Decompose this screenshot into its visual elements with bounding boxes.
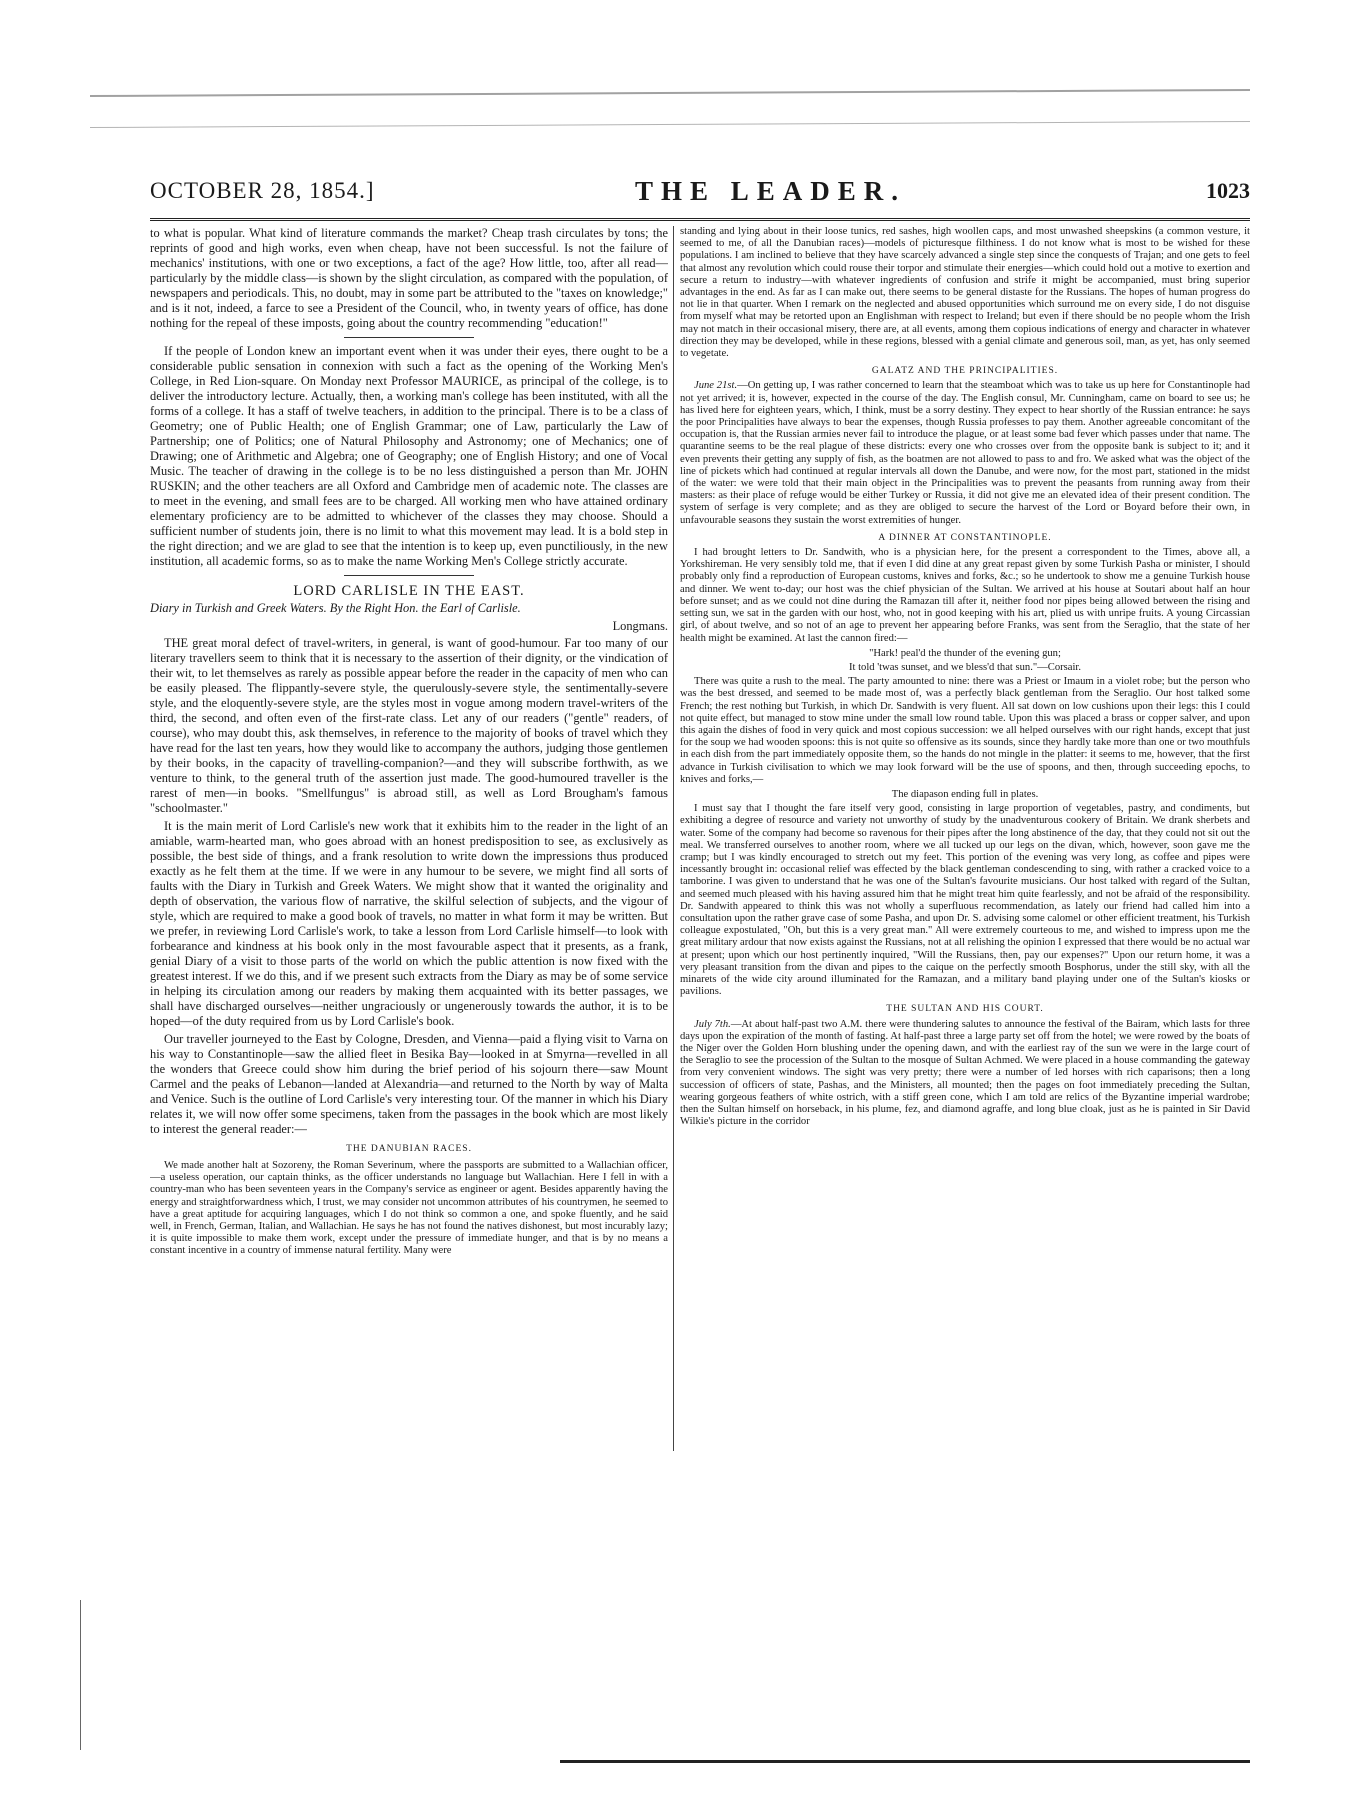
- verse-line: It told 'twas sunset, and we bless'd that sun."—Corsair.: [848, 661, 1082, 673]
- extract-paragraph: I must say that I thought the fare itself very good, consisting in large proportion of vegetables, pastry, and condiments, but exhibiting a degree of resource and variety not unworthy of study by the unadventurous cookery of Britain. We drank sherbets and water. Some of the company had become so ravenous for their pipes after the long abstinence of the day, that they could not sit out the meal. We transferred ourselves to another room, where we all tucked up our legs on the divan, which, however, soon gave me the cramp; but I was kindly encouraged to stretch out my feet. This portion of the evening was very long, as coffee and pipes were incessantly brought in: occasional relief was effected by the black gentleman condescending to sing, with rather a cracked voice to a tamborine. I was given to understand that he was one of the Sultan's favourite musicians. Our host talked with regard of the Sultan, and seemed much pleased with his having assured him that he might treat him quite fearlessly, and not be afraid of the responsibility. Dr. Sandwith appeared to think this was not wholly a superfluous recommendation, as lately our friend had called him into a consultation upon the rather grave case of some Pasha, and upon Dr. S. advising some calomel or other efficient treatment, his Turkish colleague expostulated, "Oh, but this is a very great man." All were extremely courteous to me, and wished to impress upon me the great military ardour that now exists against the Russians, not at all relishing the opinion I expressed that there would be no actual war at present; upon which our host pertinently inquired, "Will the Russians, then, pay our expenses?" Upon our return home, it was a very pleasant transition from the divan and pipes to the caique on the perfectly smooth Bosphorus, under the still sky, with all the minarets of the wide city around illuminated for the Ramazan, and a military band playing under one of the Sultan's kiosks or pavilions.: [680, 803, 1250, 998]
- section-heading: THE SULTAN AND HIS COURT.: [886, 1004, 1044, 1015]
- review-publisher: Longmans.: [612, 619, 668, 633]
- entry-text: —On getting up, I was rather concerned to learn that the steamboat which was to take us up here for Constantinople had not yet arrived; it is, however, expected in the course of the day. The English consul, Mr. Cunningham, came on board to see us; he has lived here for eighteen years, which, I think, must be a sorry destiny. They expect to hear shortly of the Russian entrance: he says the poor Principalities have always to bear the expenses, though Russia professes to pay them. Another agreeable concomitant of the occupation is, that the Russian armies never fail to introduce the plague, or at least some bad fever which passes under that name. The quarantine seems to be the real plague of these districts: every one who crosses over from the opposite bank is subject to it; and it even prevents their getting any supply of fish, as the boatmen are not allowed to pass to and fro. We asked what was the object of the line of pickets which had continued at regular intervals all down the Danube, and were now, for the most part, stationed in the midst of the water: we were told that their main object in the Principalities was to prevent the peasants from running away from their masters: as their place of refuge would be either Turkey or Russia, it did not give me an elevated idea of their present condition. The system of serfage is very complete; and as they are obliged to secure the harvest of the Lord or Boyard before their own, in unfavourable seasons they sustain the worst extremities of hunger.: [680, 380, 1250, 526]
- section-divider: [344, 337, 474, 338]
- page-number: 1023: [1206, 178, 1250, 203]
- column-divider: [673, 226, 674, 1451]
- extract-paragraph: [680, 380, 1250, 526]
- section-heading: A DINNER AT CONSTANTINOPLE.: [878, 532, 1052, 543]
- masthead-rule: [150, 218, 1250, 221]
- masthead: [150, 178, 1250, 218]
- review-title: LORD CARLISLE IN THE EAST.: [293, 583, 525, 599]
- left-column: [150, 226, 668, 1456]
- verse-line: "Hark! peal'd the thunder of the evening gun;: [869, 647, 1061, 659]
- right-column: [680, 226, 1250, 1456]
- extract-paragraph: There was quite a rush to the meal. The party amounted to nine: there was a Priest or Imaum in a violet robe; but the person who was the best dressed, and seemed to be made most of, was a perfectly black gentleman from the Seraglio. Our host talked some French; the rest nothing but Turkish, in which Dr. Sandwith is very fluent. All sat down on low cushions upon their legs: this I could not quite effect, but managed to stow mine under the small low round table. Upon this was placed a brass or copper salver, and upon this again the dishes of food in very quick and most copious succession: we all helped ourselves with our right hands, except that just for the soup we had wooden spoons: this is not quite so offensive as its sounds, since they hardly take more than one or two mouthfuls in each dish from the part immediately opposite them, so the hands do not mingle in the platter: it seems to me, however, that the first advance in Turkish civilisation to which we may look forward will be the use of spoons, and then, through succeeding epochs, to knives and forks,—: [680, 676, 1250, 785]
- newspaper-title: THE LEADER.: [635, 176, 907, 206]
- footer-rule: [560, 1760, 1250, 1763]
- paragraph: THE great moral defect of travel-writers, in general, is want of good-humour. Far too many of our literary travellers seem to think that it is necessary to the assertion of their dignity, or the vindication of their wit, to let themselves as rarely as possible appear before the reader in the capacity of men who can be easily pleased. The flippantly-severe style, the querulously-severe style, the sentimentally-severe style, and the eloquently-severe style, are the styles most in vogue among modern travel-writers of the third, the second, and often even of the first-rate class. Let any of our readers ("gentle" readers, of course), who may doubt this, ask themselves, in reference to the majority of books of travel which they have read for the last ten years, how they would like to accompany the authors, judging those gentlemen by their books, in the capacity of travelling-companion?—and they will subscribe forthwith, as we venture to think, to the general truth of the assertion just made. The good-humoured traveller is the rarest of men—in books. "Smellfungus" is abroad still, as well as Lord Brougham's famous "schoolmaster.": [150, 636, 668, 815]
- entry-date: June 21st.: [694, 380, 738, 392]
- margin-mark: [80, 1600, 81, 1750]
- header-scratch-mark: [90, 89, 1250, 128]
- paragraph: It is the main merit of Lord Carlisle's new work that it exhibits him to the reader in the light of an amiable, warm-hearted man, who goes abroad with an honest predisposition to see, as exclusively as possible, the best side of things, and a frank resolution to write down the impressions thus produced exactly as he felt them at the time. If we were in any humour to be severe, we might find all sorts of faults with the Diary in Turkish and Greek Waters. We might show that it wanted the originality and depth of observation, the various flow of narrative, the skilful selection of subjects, and the vigour of style, which are required to make a good book of travels, no matter in what form it may be written. But we prefer, in reviewing Lord Carlisle's work, to take a lesson from Lord Carlisle himself—to look with forbearance and kindness at his book only in the most favourable aspect that it presents, as a frank, genial Diary of a visit to those parts of the world on which the public attention is now fixed with the greatest interest. If we do this, and if we present such extracts from the Diary as may be of some service in helping its circulation among our readers by making them acquainted with its better passages, we shall have discharged ourselves—neither ungraciously or ungenerously towards the author, it is to be hoped—of the duty required from us by Lord Carlisle's book.: [150, 819, 668, 1028]
- extract-paragraph: standing and lying about in their loose tunics, red sashes, high woollen caps, and most unwashed sheepskins (a common vesture, it seemed to me, of all the Danubian races)—models of picturesque filthiness. I do not know what is most to be wished for these populations. I am inclined to believe that they have scarcely advanced a single step since the conquests of Trajan; and one gets to feel that almost any revolution which could rouse their torpor and stimulate their energies—which could hold out a motive to exertion and secure a return to industry—with whatever ingredients of confusion and strife it might be accompanied, must bring superior advantages in the end. As far as I can make out, there seems to be general distaste for the Russians. The hopes of human progress do not lie in that quarter. When I remark on the neglected and abused opportunities which surround me on every side, I do not disguise from myself what may be retorted upon an Englishman with respect to Ireland; but even if there should be no people whom the Irish may not match in their occasional misery, there are, at all events, among them copious indications of energy and character in whatever direction they may be developed, while in these regions, blessed with a genial climate and generous soil, man, as yet, has only seemed to vegetate.: [680, 226, 1250, 360]
- section-divider: [344, 575, 474, 576]
- entry-text: —At about half-past two A.M. there were thundering salutes to announce the festival of the Bairam, which lasts for three days upon the expiration of the month of fasting. At half-past three a large party set off from the hotel; we were rowed by the boats of the Niger over the Golden Horn blushing under the opening dawn, and with the earliest ray of the sun we were in the large court of the Seraglio to see the procession of the Sultan to the mosque of Sultan Achmed. We were placed in a house commanding the gateway from very convenient windows. The sight was very pretty; there were a number of led horses with rich caparisons; then a long succession of officers of state, Pashas, and the Ministers, all mounted; then the pages on foot immediately preceding the Sultan, wearing gorgeous feathers of white ostrich, with a stiff green cone, which I am told are relics of the Byzantine imperial wardrobe; then the Sultan himself on horseback, in his plume, fez, and diamond agraffe, and long blue cloak, just as he is painted in Sir David Wilkie's picture in the corridor: [680, 1018, 1250, 1128]
- paragraph: If the people of London knew an important event when it was under their eyes, there ought to be a considerable public sensation in connexion with such a fact as the opening of the Working Men's College, in Red Lion-square. On Monday next Professor MAURICE, as principal of the college, is to deliver the introductory lecture. Actually, then, a working man's college has been instituted, with all the forms of a college. It has a staff of twelve teachers, in addition to the principal. There is to be a class of Geometry; one of Public Health; one of English Grammar; one of Law, particularly the Law of Partnership; one of Politics; one of Natural Philosophy and Astronomy; one of Mechanics; one of Drawing; one of Arithmetic and Algebra; one of Geography; one of English History; and one of Vocal Music. The teacher of drawing in the college is to be no less distinguished a person than Mr. JOHN RUSKIN; and the other teachers are all Oxford and Cambridge men of academic note. The classes are to meet in the evening, and small fees are to be charged. All working men who have attained ordinary elementary proficiency are to be admitted to whichever of the classes they may choose. Should a sufficient number of students join, there is no limit to what this movement may lead. It is a bold step in the right direction; and we are glad to see that the intention is to keep up, even punctiliously, in the new institution, all academic forms, so as to make the name Working Men's College strictly accurate.: [150, 344, 668, 568]
- paragraph: to what is popular. What kind of literature commands the market? Cheap trash circulates by tons; the reprints of good and high works, even when cheap, have not been successful. Is not the failure of mechanics' institutions, with one or two exceptions, a fact of the age? How little, too, after all read—particularly by the middle class—is shown by the slight circulation, as compared with the population, of newspapers and periodicals. This, no doubt, may in some part be attributed to the "taxes on knowledge;" and is it not, indeed, a farce to see a President of the Council, who, in twenty years of office, has done nothing for the repeal of these imposts, going about the country recommending "education!": [150, 226, 668, 330]
- paragraph: Our traveller journeyed to the East by Cologne, Dresden, and Vienna—paid a flying visit to Varna on his way to Constantinople—saw the allied fleet in Besika Bay—looked in at Smyrna—revelled in all the wonders that Greece could show him during the brief period of his sojourn there—saw Mount Carmel and the peaks of Lebanon—landed at Alexandria—and returned to the North by way of Malta and Venice. Such is the outline of Lord Carlisle's very interesting tour. Of the manner in which his Diary relates it, we will now offer some specimens, taken from the passages in the book which are most likely to interest the general reader:—: [150, 1032, 668, 1136]
- issue-date: OCTOBER 28, 1854.]: [150, 178, 375, 203]
- extract-paragraph: I had brought letters to Dr. Sandwith, who is a physician here, for the present a correspondent to the Times, above all, a Yorkshireman. He very sensibly told me, that if even I did dine at any great repast given by some Turkish Pasha or minister, I should probably only find a reproduction of European customs, knives and forks, &c.; so he undertook to show me a genuine Turkish house and dinner. We went to-day; our host was the chief physician of the Sultan. We arrived at his house at Soutari about half an hour before sunset; and as we could not dine during the Ramazan till after it, neither food nor pipes being allowed between the rising and setting sun, we sat in the garden with our host, who, not in good keeping with his art, plied us with unripe fruits. A young Circassian girl, of about twelve, and so not of an age to prevent her appearing before Franks, was sent from the Seraglio, that the state of her health might be examined. At last the cannon fired:—: [680, 547, 1250, 644]
- extract-paragraph: We made another halt at Sozoreny, the Roman Severinum, where the passports are submitted to a Wallachian officer,—a useless operation, our captain thinks, as the officer understands no language but Wallachian. Here I fell in with a country-man who has been seventeen years in the Company's service as engineer or agent. Besides apparently having the energy and straightforwardness which, I trust, we may consider not uncommon attributes of his countrymen, he seemed to have a great aptitude for acquiring languages, which I do not think so common a one, and spoke fluently, and he said well, in French, German, Italian, and Wallachian. He says he has not found the natives dishonest, but most incurably lazy; it is quite impossible to make them work, except under the pressure of immediate hunger, and that is by no means a constant incentive in a country of immense natural fertility. Many were: [150, 1160, 668, 1257]
- section-heading: GALATZ AND THE PRINCIPALITIES.: [871, 366, 1059, 377]
- entry-date: July 7th.: [694, 1018, 731, 1030]
- verse-line: The diapason ending full in plates.: [891, 788, 1039, 800]
- section-heading: THE DANUBIAN RACES.: [346, 1144, 472, 1154]
- review-subtitle: Diary in Turkish and Greek Waters. By the Right Hon. the Earl of Carlisle.: [150, 601, 521, 615]
- extract-paragraph: [680, 1019, 1250, 1129]
